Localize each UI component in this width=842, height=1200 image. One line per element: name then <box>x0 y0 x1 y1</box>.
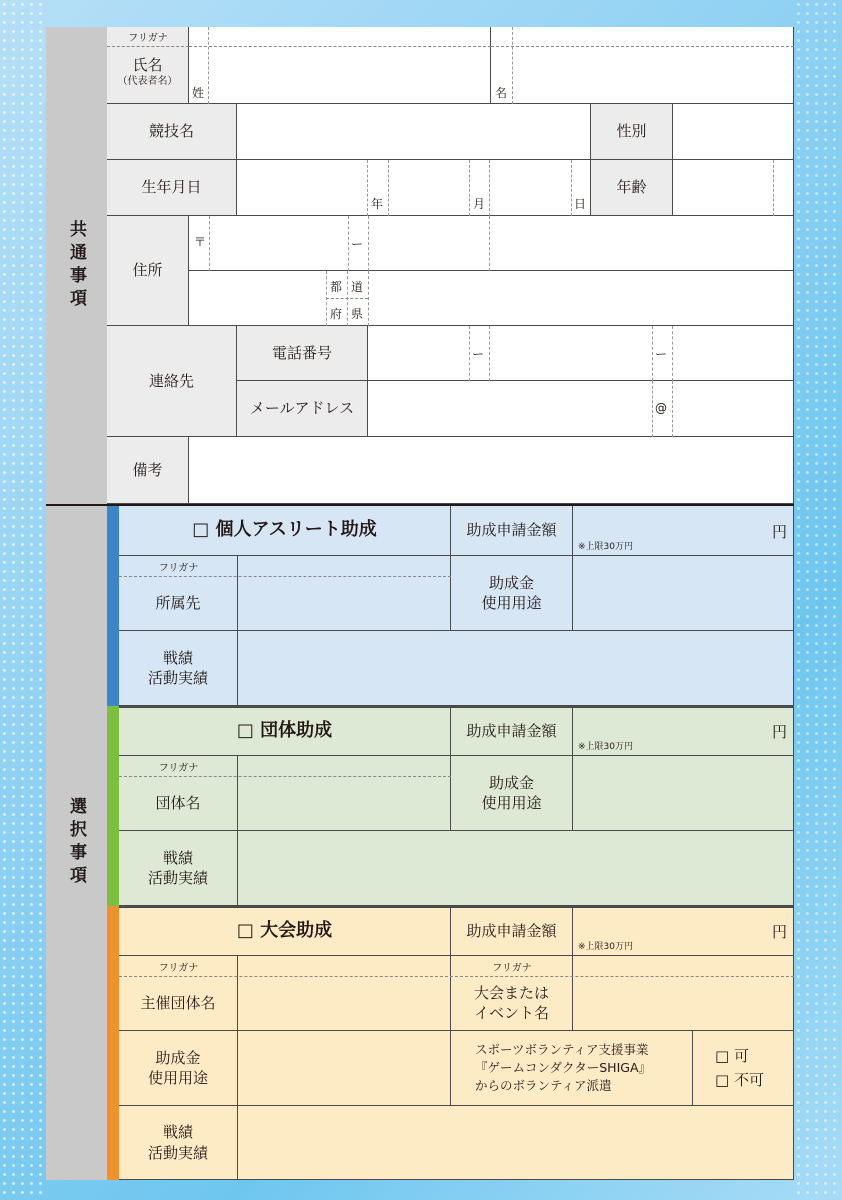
day-mark: 日 <box>574 197 587 211</box>
contact-label: 連絡先 <box>107 326 237 437</box>
affiliation-furigana-divider <box>119 576 451 577</box>
event-furigana-label: フリガナ <box>492 963 532 974</box>
email-field[interactable] <box>368 381 794 437</box>
phone-label: 電話番号 <box>237 326 368 381</box>
tournament-use-field[interactable] <box>238 1031 451 1106</box>
tournament-limit-note: ※上限30万円 <box>578 942 633 952</box>
birth-day-divider <box>571 160 572 216</box>
phone-field[interactable] <box>368 326 794 381</box>
group-limit-note: ※上限30万円 <box>578 742 633 752</box>
phone-divider-4 <box>672 326 673 381</box>
address-field[interactable] <box>189 271 794 326</box>
postal-divider-4 <box>489 216 490 271</box>
given-name-mark: 名 <box>495 86 508 100</box>
birth-month-divider-2 <box>489 160 490 216</box>
tournament-title-checkbox[interactable]: □ 大会助成 <box>119 906 451 956</box>
organizer-furigana-label: フリガナ <box>158 963 199 974</box>
group-record-field[interactable] <box>238 831 794 906</box>
group-use-field[interactable] <box>573 756 794 831</box>
email-label: メールアドレス <box>237 381 368 437</box>
tournament-record-label <box>119 1106 238 1180</box>
phone-dash-2: ー <box>655 347 668 361</box>
name-furigana-divider <box>107 46 189 47</box>
sport-field[interactable] <box>237 104 591 160</box>
postal-divider-2 <box>348 216 349 271</box>
individual-record-label-1: 戦績 <box>162 648 193 667</box>
volunteer-options <box>693 1031 794 1106</box>
application-form <box>46 27 794 1180</box>
tournament-yen-mark: 円 <box>772 923 788 941</box>
age-field[interactable] <box>673 160 794 216</box>
given-furigana-divider <box>491 46 794 47</box>
age-label: 年齢 <box>591 160 673 216</box>
tournament-use-label <box>119 1031 238 1106</box>
event-name-field[interactable] <box>573 956 794 1031</box>
organizer-field[interactable] <box>238 956 451 1031</box>
individual-record-field[interactable] <box>238 631 794 706</box>
email-divider-2 <box>672 381 673 437</box>
birth-year-divider <box>367 160 368 216</box>
tournament-record-label-1: 戦績 <box>162 1123 193 1142</box>
pref-divider-h <box>326 298 368 299</box>
volunteer-yes-checkbox[interactable]: □ 可 <box>715 1047 749 1065</box>
postal-divider-3 <box>368 216 369 271</box>
common-section-label: 共通事項 <box>46 27 107 504</box>
individual-use-field[interactable] <box>573 556 794 631</box>
tournament-record-label-2: 活動実績 <box>147 1143 208 1162</box>
age-divider <box>773 160 774 216</box>
affiliation-field[interactable] <box>238 556 451 631</box>
pref-fu-mark: 府 <box>330 307 343 321</box>
name-sub-label: （代表者名） <box>117 76 178 88</box>
birth-month-divider <box>469 160 470 216</box>
given-name-field[interactable] <box>491 27 794 104</box>
group-record-label-1: 戦績 <box>162 848 193 867</box>
individual-record-label <box>119 631 238 706</box>
group-use-label-2: 使用用途 <box>481 794 542 812</box>
surname-mark: 姓 <box>192 86 205 100</box>
pref-do-mark: 道 <box>351 280 364 294</box>
phone-divider-1 <box>469 326 470 381</box>
group-record-label-2: 活動実績 <box>147 869 208 887</box>
given-inner-divider <box>512 27 513 104</box>
tournament-use-label-1: 助成金 <box>155 1048 201 1067</box>
phone-dash-1: ー <box>472 347 485 361</box>
group-yen-mark: 円 <box>772 723 788 741</box>
surname-furigana-divider <box>189 46 491 47</box>
group-color-bar <box>107 706 119 906</box>
affiliation-label: 所属先 <box>119 556 238 631</box>
postal-code-field[interactable] <box>189 216 794 271</box>
postal-divider <box>209 216 210 271</box>
tournament-furigana-divider <box>119 976 794 977</box>
at-mark: @ <box>655 401 667 415</box>
individual-yen-mark: 円 <box>772 523 788 541</box>
individual-use-label <box>451 556 573 631</box>
volunteer-label <box>451 1031 693 1106</box>
month-mark: 月 <box>473 197 486 211</box>
group-record-label <box>119 831 238 906</box>
individual-amount-label: 助成申請金額 <box>451 506 573 556</box>
event-name-label-1: 大会または <box>473 983 549 1002</box>
event-name-label-2: イベント名 <box>473 1004 549 1022</box>
surname-field[interactable] <box>189 27 491 104</box>
tournament-record-field[interactable] <box>238 1106 794 1180</box>
affiliation-furigana-label: フリガナ <box>158 563 199 574</box>
gender-field[interactable] <box>673 104 794 160</box>
remarks-field[interactable] <box>189 437 794 504</box>
select-section-label: 選択事項 <box>46 506 107 1180</box>
address-label: 住所 <box>107 216 189 326</box>
gender-label: 性別 <box>591 104 673 160</box>
postal-mark: 〒 <box>194 235 207 249</box>
group-use-label-1: 助成金 <box>488 773 534 792</box>
individual-title-checkbox[interactable]: □ 個人アスリート助成 <box>119 506 451 556</box>
pref-ken-mark: 県 <box>351 307 364 321</box>
birth-label: 生年月日 <box>107 160 237 216</box>
sport-label: 競技名 <box>107 104 237 160</box>
group-name-label: 団体名 <box>119 756 238 831</box>
individual-use-label-2: 使用用途 <box>481 594 542 612</box>
background-dots-right <box>794 0 842 1200</box>
group-furigana-divider <box>119 776 451 777</box>
pref-to-mark: 都 <box>330 280 343 294</box>
birth-field[interactable] <box>237 160 591 216</box>
name-furigana-label: フリガナ <box>128 33 168 44</box>
group-use-label <box>451 756 573 831</box>
group-name-field[interactable] <box>238 756 451 831</box>
group-title-checkbox[interactable]: □ 団体助成 <box>119 706 451 756</box>
name-label: 氏名 <box>132 56 163 75</box>
year-mark: 年 <box>371 197 384 211</box>
phone-divider-2 <box>489 326 490 381</box>
volunteer-label-3: からのボランティア派遣 <box>475 1078 612 1094</box>
tournament-color-bar <box>107 906 119 1180</box>
postal-dash: ー <box>351 237 364 251</box>
individual-color-bar <box>107 506 119 706</box>
pref-divider-3 <box>368 271 369 326</box>
individual-record-label-2: 活動実績 <box>147 669 208 687</box>
birth-year-divider-2 <box>388 160 389 216</box>
group-furigana-label: フリガナ <box>158 763 199 774</box>
tournament-amount-label: 助成申請金額 <box>451 906 573 956</box>
volunteer-label-1: スポーツボランティア支援事業 <box>475 1041 649 1057</box>
phone-divider-3 <box>652 326 653 381</box>
email-divider-1 <box>652 381 653 437</box>
group-amount-label: 助成申請金額 <box>451 706 573 756</box>
remarks-label: 備考 <box>107 437 189 504</box>
individual-use-label-1: 助成金 <box>488 573 534 592</box>
tournament-use-label-2: 使用用途 <box>147 1069 208 1087</box>
background-dots-left <box>0 0 46 1200</box>
individual-limit-note: ※上限30万円 <box>578 542 633 552</box>
volunteer-label-2: 『ゲームコンダクターSHIGA』 <box>475 1059 652 1075</box>
surname-inner-divider <box>208 27 209 104</box>
organizer-label: 主催団体名 <box>119 956 238 1031</box>
volunteer-no-checkbox[interactable]: □ 不可 <box>715 1071 764 1089</box>
